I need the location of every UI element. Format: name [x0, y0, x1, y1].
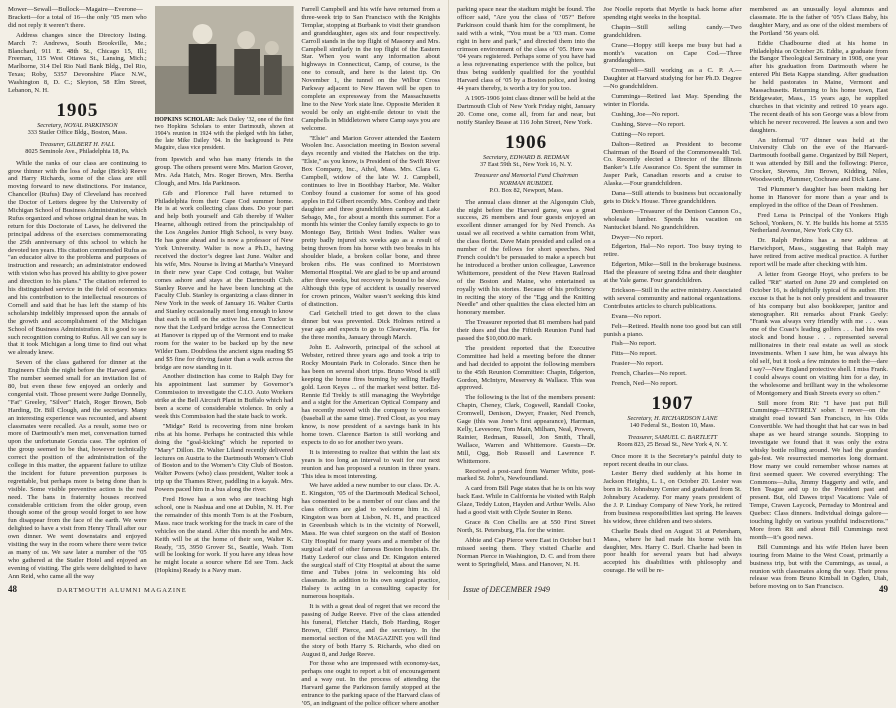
paragraph: A card from Bill Page states that he is on his way back East. While in California he visited with Ralph Glaze, Teddy Luton, Hayden and Arthur Wells. Also had a good visit with Clyde Souter in Reno.	[457, 485, 596, 517]
paragraph: An informal ’07 dinner was held at the University Club on the eve of the Harvard-Dartmouth football game. Organized by Bill Nepert, it was attended by Bill and the following: Pierce, Crocker, Stevens, Jim Brown, Kidding, Niles, Woodsworth, Plummer, Cochrane and Dick Lane.	[749, 136, 888, 184]
left-column-1	[8, 6, 147, 580]
paragraph: Ted Plummer’s daughter has been making her home in Hanover for more than a year and is employed in the office of the Dean of Freshmen.	[749, 185, 888, 209]
paragraph: The president reported that the Executive Committee had held a meeting before the dinner and had decided to appoint the following members to the 45th Reunion Committee: Chapin, Edgerton, Gordon, McIntyre, Meservey & Wallace. This was approved.	[457, 344, 596, 392]
secretary-address: 140 Federal St., Boston 10, Mass.	[629, 422, 716, 430]
paragraph: Carl Getchell tried to get down to the class dinner but was prevented. Dick Holmes retired a year ago and expects to go to Clearwater, Fla. for the three months, January through March.	[301, 310, 441, 342]
paragraph: Farrell Campbell and his wife have returned from a three-week trip to San Francisco with the Knights Templar, stopping at Burbank to visit their grandson and granddaughter, ages six and four respectively. Carroll stands in the top flight of Masonry and Mrs. Campbell similarly in the top flight of the Eastern Star. When you want any information about highways in Connecticut, Camp, of course, is the one to consult, and here is the latest tip. On November 1, the tunnel on the Wilbur Cross Parkway adjacent to New Haven will be open to complete an expressway from the Massachusetts line to the New York state line. Opposite Meriden it would be only an eight-mile detour to visit the Campbells in Middletown where Camp says you are welcome.	[301, 6, 441, 132]
paragraph: The following is the list of the members present: Chapin, Cheney, Clark, Cogswell, Randall Cooke, Cromwell, Denison, Dwyer, Frasier, Ned French, Gage (this was Jone’s first appearance), Harrman, Kelly, Levesone, Tom Main, Milham, Neal, Powers, Rainier, Redman, Russell, Jon Smith, Thrall, Wallace, Warren and Whittemore. Guests—Dr. Mill, Ogg, Bob Russell and Lawrence F. Whittemore.	[457, 394, 596, 465]
paragraph: Crane—Hoppy still keeps me busy but had a month’s vacation on Cape Cod.—Three granddaughters.	[603, 41, 742, 65]
paragraph: Still more from Rit: "I have just put Bill Cummings—ENTIRELY sober. I never—on the straight road toward San Francisco, in his Olds Convertible. We had thought that hat car was in bad shape as we heard strange sounds. Stopping to investigate we found that it was only the extra whisky bottle rolling around. We had the grandest gab-fest. We resurrected memories long dormant. How many we could remember whose names at first seemed queer. We covered everything: The Commons—Julia, Jimmy Haggerty and wife, and Hen Teague and up to the President past and present. But, old Dawes trips! Vacations: Vale of Tempe, Craven Laycock, Pernsday to Montreal and Quebec: Class dinners. Individual doings galore—touching lightly on various youthful indiscretions." More from Rit and about Bill Cummings next month—it’s good news.	[749, 399, 888, 541]
paragraph: French, Charles—No report.	[611, 370, 687, 378]
paragraph: French, Ned—No report.	[611, 380, 678, 388]
right-page-number: 49	[879, 584, 888, 594]
treasurer-address: P.O. Box 82, Newport, Mass.	[489, 187, 563, 195]
secretary-address: 37 East 59th St., New York 16, N. Y.	[479, 161, 573, 168]
paragraph: While the ranks of our class are continuing to grow thinner with the loss of Judge (Brick) Reeve and Harry Richards, some of the class are still moving forward to new distinctions. For instance, Chancellor (Rufus) Day of Cleveland has received the Doctor of Letters degree by the University of Michigan School of Business Administration, which Rufus organized and whose original dean he was. In return for this Doctorate of Laws, he delivered the principal address of the exercises commemorating the 25th anniversary of this school to which he devoted ten years. His citation commended Rufus as "an educator alive to the problems and purposes of instruction and research; an administrator endowed with vision who has proved his ability to give power and direction to his plans." The citation referred to his distinguished service in the field of economics and his contribution to the intellectual resources of Cornell and said that he has left the stamp of his scholarship indelibly impressed upon the annals of the growth and accomplishment of the Michigan School of Business Administration. It is good to see such recognition coming to Rufus. All we can say is that it took Michigan a long time to find out what we already knew.	[8, 159, 147, 357]
paragraph: Charlie Beals died on August 31 at Petersham, Mass., where he had made his home with his daughter, Mrs. Harry C. Burl. Charlie had been in poor health for several years but had always accepted his disabilities with philosophy and courage. He will be re-	[603, 527, 742, 575]
issue-date: Issue of DECEMBER 1949	[463, 585, 550, 594]
caption-text: Jack Dailey ’32, one of the first two Hopkins Scholars to enter Dartmouth, shown at 1904’s reunion in 1924 with the pledged with his father, the late Mike Dailey ’04. In the background is Pete Maguire, class vice president.	[154, 117, 294, 151]
paragraph: "Midge" Reid is recovering from nine broken ribs at his home. Perhaps he contracted this while doing the "goal-kicking" which he reported to "Mary" Dillon. Dr. Walter Liland recently delivered lectures on Austria to the Dartmouth Women’s Club of Boston and to the Women’s City Club of Boston. Walter Powers (who) class president, Walter took a trip up the Thames River, paddling in a kayak. Mrs. Powers paced him in a bus along the river.	[154, 422, 294, 494]
paragraph: Gib and Florence Fall have returned to Philadelphia from their Cape Cod summer home. He is at work collecting class dues. Do your part and help both yourself and Gib thereby if Walter Hearne, although retired from the principalship of the Los Angeles Junior High School, is very busy. He has gone ahead and is now a professor of New York University. Walter is now a Ph.D., having received the doctor’s degree last June. Walter and his wife, Mrs. Nourse is living at Martha’s Vineyard in their new year Cape Cod cottage, but Walter comes ashore and stays at the Dartmouth Club. Stanley Reeve and he have been lunching at the Faculty Club. Stanley is organizing a class dinner in New York in the week of January 16. Walter Curtis and Stanley occasionally meet long enough to know that each is still on the active list. Leon Tucker is now that the Ledyard bridge across the Connecticut at Hanover is ripped up of the Vermont end to make room for the water to be backed up by the new Wilder Dam. Doubtless the ancient signs reading $5 and $5 fine for driving faster than a walk across the bridge are now standing in it.	[154, 189, 294, 371]
paragraph: Seven of the class gathered for dinner at the Engineers Club the night before the Harvard game. The number seemed small for an invitation list of 80, but even these few enjoyed an orderly and congenial visit. Those present were Judge Donnelly, "Fat" Greeley, "Silver" Hatch, Roger Brown, Bob Harding, Dr. Bill Clough, and the secretary. Many an interesting experience was recounted, and absent classmates were recalled. As a result, some two or more of Dartmouth’s men met, conversation turned upon the unfortunate Gonzia case. The opinion of the group seemed to be that, however technically correct the position of the administration of the college in this matter, the apparent failure to utilize the incident for future prevention purposes is regrettable, but perhaps more is being done than is visible. Some visible preventive action is the real need. The bans in fraternity houses received considerable criticism from the older group, even though some of the group would forget to see how fun disappear from the face of the earth. We were delighted to have a visit from Henry Thrall after our own dinner. We went downstairs and enjoyed visiting the way in the room where there were twice as many of us. We saw later a number of the ’05 who gathered at the Statler Hotel and enjoyed an evening of visiting. The girls were delighted to have Ann Reid, who came all the way	[8, 359, 147, 580]
paragraph: Another distinction has come to Ralph Day for his appointment last summer by Governor’s Commission to investigate the C.I.O. Auto Workers strike at the Bell Aircraft Plant in Buffalo which had been a scene of considerable violence. In only a week this Commission had the state back to work.	[154, 373, 294, 420]
right-column-2	[603, 6, 741, 574]
paragraph: The annual class dinner at the Algonquin Club, the night before the Harvard game, was a great success, 26 members and four guests enjoyed an excellent dinner arranged for by Ned French. As usual we all received a white carnation from Whit, the class florist. Dave Main presided and called on a number of the fellows for short speeches. Ned French couldn’t be persuaded to make a speech but he introduced a brother union colleague, Lawrence Whittemore, president of the New Haven Railroad of the Boston and Maine, who entertained us royally with his stories. Because of his proficiency in reciting the story of the "Egg and the Knitting Needle" and other qualities the class elected him an honorary member.	[457, 198, 596, 317]
photo-caption	[155, 117, 294, 152]
magazine-title: DARTMOUTH ALUMNI MAGAZINE	[57, 587, 187, 594]
treasurer-line: Treasurer, SAMUEL C. BARTLETT	[627, 433, 718, 441]
left-column-2	[155, 6, 294, 574]
paragraph: Once more it is the Secretary’s painful duty to report recent deaths in our class.	[603, 452, 742, 468]
paragraph: Grace & Con Chellis are at 550 First Street North, St. Petersburg, Fla. for the winter.	[457, 518, 596, 534]
treasurer-address: Room 823, 25 Broad St., New York 4, N. Y.	[617, 441, 728, 449]
paragraph: Address changes since the Directory listing. March 7: Andrews, South Brookville, Me.; Blanchard, 911 E. 48th St., Chicago 15, Ill.; Freeman, 115 West Ottawa St., Lansing, Mich.; Marlborne, 314 Del Rio Natl Bank Bldg., Del Rio, Texas; Roby, 5357 Devonshire Place N.W., Washington 8, D. C.; Sleyton, 58 Elm Street, Lebanon, N. H.	[8, 31, 147, 95]
paragraph: We have added a new number to our class. Dr. A. E. Kingston, ’05 of the Dartmouth Medical School, has consented to be a member of our class and the class officers are glad to welcome him in. Al Kingston was born at Lisbon, N. H., and practiced in Greenbush which is in the vicinity of Norwell, Mass. He was chief surgeon on the staff of Boston City Hospital for many years and a member of the surgical staff of other famous Boston hospitals. Dr. Hatty Lederof our class and Dr. Kingston entered the surgical staff of City Hospital at about the same time and Tubes joins in welcoming his old classmate. In addition to his own surgical practice, Halsey is acting in a consulting capacity for numerous hospitals.	[301, 482, 441, 601]
paragraph: Bill Cummings and his wife Helen have been touring from Maine to the West Coast, primarily a business trip, but with the Cummings, as usual, a reunion with classmates along the way. Their press release was from Bruno Kimball in Ogden, Utah, before moving on to San Francisco.	[749, 543, 888, 591]
left-page-number: 48	[8, 584, 17, 594]
paragraph: Felt—Retired. Health none too good but can still punish a piano.	[603, 322, 742, 338]
paragraph: Cutting—No report.	[611, 130, 665, 138]
treasurer-line: Treasurer, GILBERT H. FALL	[39, 140, 115, 148]
paragraph: Eddie Chadbourne died at his home in Philadelphia on October 26. Eddie, a graduate from the Bangor Theological Seminary in 1908, one year after his graduation from Dartmouth where he entered Phi Beta Kappa standing. After graduation he held pastorates in Maine, Vermont and Massachusetts. Returning to his home town, East Bridgewater, Mass., 15 years ago, he supplied churches in that vicinity and retired 10 years ago. The recent death of his son George was a blow from which he never recovered. He leaves a son and two daughters.	[749, 39, 888, 134]
paragraph: Abbie and Cap Pierce were East in October but I missed seeing them. They visited Charlie and Norman Pierce in Washington, D. C. and from there went to Springfield, Mass. and Hanover, N. H.	[457, 536, 596, 568]
secretary-line: Secretary, H. RICHARDSON LANE	[627, 414, 718, 422]
caption-label: HOPKINS SCHOLAR:	[154, 117, 215, 123]
paragraph: Dana—Still attends to business but occasionally gets to Dick’s House. Three grandchildren.	[603, 190, 742, 205]
paragraph: It is with a great deal of regret that we record the passing of Judge Reeve. Five of the class attended his funeral, Fletcher Hatch, Bob Harding, Roger Brown, Cliff Pierce, and the secretary. In the memorial section of the MAGAZINE you will find the story of both Harry S. Richards, who died on August 8, and Judge Reeve.	[301, 603, 441, 658]
paragraph: Dwyer—No report.	[611, 233, 663, 241]
treasurer-line: Treasurer and Memorial Fund Chairman	[474, 172, 579, 180]
treasurer-address: 8025 Seminole Ave., Philadelphia 18, Pa.	[25, 148, 130, 156]
left-column-3	[301, 6, 441, 707]
paragraph: Fish—No report.	[611, 340, 657, 348]
paragraph: Edgerton, Mike—Still in the brokerage business. Had the pleasure of seeing Edna and their daughter at the Yale game. Four grandchildren.	[603, 261, 742, 285]
paragraph: Cummings—Retired last May. Spending the winter in Florida.	[603, 93, 742, 108]
paragraph: Fred Howe has a son who are teaching high school, one is Nashua and one at Dublin, N. H. For the remainder of this month Tom is at the Fosburn, Mass. race track working for the track in care of the vehicles on the stand. After this month he and Mrs. Keith will be at the home of their son, Walter K. Ready, ’35, 3950 Grover St., Seattle, Wash. Tom will be looking for work. If you have any ideas how he might locate a source where Ed see Tom. Jack (Hopkins) Ready is a Navy man.	[154, 496, 294, 575]
right-column-1	[457, 6, 595, 574]
paragraph: Joe Noelle reports that Myrtle is back home after spending eight weeks in the hospital.	[603, 6, 742, 21]
paragraph: John E. Ashworth, principal of the school at Webster, retired three years ago and took a trip to Rocky Mountain Park in Colorado. Since then he has been on several short trips. Bruno Wood is still keeping the home fires burning by selling Hadley gold. Leon Keyes ... of the market west better. Ed-Rennie Ed Trekly is still managing the Weybridge and a sight for the American Optical Company and has recently moved with the company to workers (baseball at the same time). Fred Clout, as you may know, is now president of a savings bank in his home town. Clarence Barton is still working and expects to do so for another two years.	[301, 344, 441, 446]
paragraph: Lester Berry died suddenly at his home in Jackson Heights, L. I., on October 20. Lester was born in St. Johnsbury Center and graduated from St. Johnsbury Academy. For many years president of the J. P. Lindsay Company of New York, he retired from business responsibilities last spring. He leaves his widow, three children and two sisters.	[603, 470, 742, 525]
left-page-footer	[8, 584, 440, 594]
paragraph: Dalton—Retired as President to become Chairman of the Board of the Commonwealth Tel. Co. Recently elected a Director of the Illinois Banker’s Life Assurance Co. Spent the summer in Jasper Park, Canadian resorts and a cruise to Alaska.—Four grandchildren.	[603, 140, 742, 188]
secretary-line: Secretary, NOYAL PARKINSON	[37, 121, 118, 129]
paragraph: Cushing, Steve—No report.	[611, 120, 685, 128]
class-year-heading: 1907	[651, 392, 694, 414]
paragraph: Chapin—Still selling candy.—Two grandchildren.	[603, 23, 742, 39]
paragraph: Erickson—Still in the active ministry. Associated with several community and national organizations. Contributes articles to church publications.	[603, 287, 742, 310]
right-page	[448, 0, 896, 600]
paragraph: Fred Lena is Principal of the Yonkers High School, Yonkers, N. Y. He builds his home at 5535 Netherland Avenue, New York City 63.	[749, 211, 888, 235]
paragraph: membered as an unusually loyal alumnus and classmate. He is the father of ’05’s Class Baby, his daughter Mary, and as one of the oldest members of the Portland ’56 years old.	[749, 6, 888, 37]
class-year-heading: 1906	[505, 131, 548, 153]
paragraph: Cromwell—Still working as a C. P. A.—Daughter at Harvard studying for her Ph.D. Degree—No grandchildren.	[603, 67, 742, 91]
paragraph: from Ipswich and who has many friends in the group. The others present were Mrs. Marion Grover, Mrs. Ada Hatch, Mrs. Roger Brown, Mrs. Bertha Clough, and Mrs. Ida Parkinson.	[154, 156, 294, 187]
paragraph: For those who are impressed with economy-tax, perhaps one ought to report a bit of encouragement and a way out. In the process of attending the Harvard game the Parkinson family stopped at the entrance to the parking space of the Harvard class of ’05, an indignant of the police officer where another	[301, 660, 441, 707]
paragraph: Edgerton, Hal—No report. Too busy trying to retire.	[603, 243, 742, 259]
paragraph: Cushing, Joe—No report.	[611, 110, 680, 118]
paragraph: Evans—No report.	[611, 312, 662, 320]
paragraph: "Elsie" and Marion Grover attended the Eastern Woolen Inc. Association meeting in Boston several days recently and visited the Hatches on the trip. "Elsie," as you know, is President of the Swift River Box Company, Inc., Athol, Mass. Mrs. Clara G. Campbell, widow of the late W. J. Campbell, continues to live in Boothbay Harbor, Me. Walter Conboy found a customer for some of his good apples in Ed Gilbert recently. Mrs. Conboy and their daughter and three grandchildren camped at Lake Sebago, Me., for about a month this summer. For a month his winter the Conley family expects to go to Montego Bay, British West Indies. Walter was pretty badly injured six weeks ago as a result of being thrown from his horse with two breaks in his shoulder blade, a broken collar bone, and three broken ribs. He was confined to Morristown Memorial Hospital. We are glad to be up and around after three weeks, but recovery is bound to be slow. Although this type of accident is usually reserved for crown princes, Walter wasn’t seeking this kind of distinction.	[301, 134, 441, 308]
left-page	[0, 0, 448, 707]
treasurer-name: NORMAN RUBIDEL	[499, 179, 554, 187]
paragraph: Denison—Treasurer of the Denison Cannon Co., wholesale lumber. Spends his vacation on Nantucket Island. No grandchildren.	[603, 207, 742, 231]
secretary-line: Secretary, EDWARD B. REDMAN	[483, 153, 570, 161]
paragraph: Fitts—No report.	[611, 350, 657, 358]
secretary-address: 333 Statler Office Bldg., Boston, Mass.	[27, 129, 128, 137]
paragraph: Dr. Ralph Perkins has a new address at Harwichport, Mass., suggesting that Ralph may have retired from active medical practice. A further report will be made after checking with him.	[749, 237, 888, 269]
paragraph: The Treasurer reported that 81 members had paid their dues and that the Fiftieth Reunion Fund had passed the $10,000.00 mark.	[457, 319, 596, 343]
right-page-footer	[457, 584, 888, 594]
paragraph: parking space near the stadium might be found. The officer said, "Are you the class of ’05?" Before Parkinson could thank him for the compliment, he said with a wink, "You must be a ’03 man. Come right in here and park," and directed them into the crimson environment of the class of ’05. Here was ’04 years registered. Perhaps some of you have had a less rejuvenating experience with the police, but thus being suddenly qualified for the youthful Harvard class of ’05 by a Boston police, and losing 44 years thereby, is worth a try for you too.	[457, 6, 596, 93]
paragraph: Frasier—No report.	[611, 360, 664, 368]
class-year-heading: 1905	[56, 99, 99, 121]
paragraph: A letter from George Hoyt, who prefers to be called "Rit" started on June 29 and completed on October 16, is delightfully typical of its author. His excuse is that he is not only president and treasurer of his company but also bookkeeper, janitor and stenographer. Rit remarks about Frank Geely: "Frank was always very friendly with me . . . was one of the Coast’s leading golfers . . . had his own stock and bond house . . . represented several millionaires in their real estate as well as stock investments. When I saw him, he was always his old self, but it took a few minutes to melt the—dare I say?—New England protective shell. I miss Frank. I could always count on visiting him for a day, in the wholesome and brilliant way in the wholesome of Montgomery and Bush Streets every so often."	[749, 271, 888, 397]
paragraph: Mower—Sewall—Bullock—Magaire—Everone—Brackett—for a total of 16—the only ’05 men who did not reply it weren’t there.	[8, 6, 147, 29]
hopkins-scholar-photo	[155, 6, 294, 114]
paragraph: It is interesting to realize that within the last six years is too long an interval to wait for our next reunion and has proposed a reunion in three years. This idea is most interesting.	[301, 448, 441, 480]
paragraph: Received a post-card from Warner White, post-marked St. John’s, Newfoundland.	[457, 467, 596, 483]
paragraph: A 1905-1906 joint class dinner will be held at the Dartmouth Club of New York Friday night, January 20. Come one, come all, from far and near, but notify Stanley Bease at 116 John Street, New York.	[457, 94, 596, 126]
